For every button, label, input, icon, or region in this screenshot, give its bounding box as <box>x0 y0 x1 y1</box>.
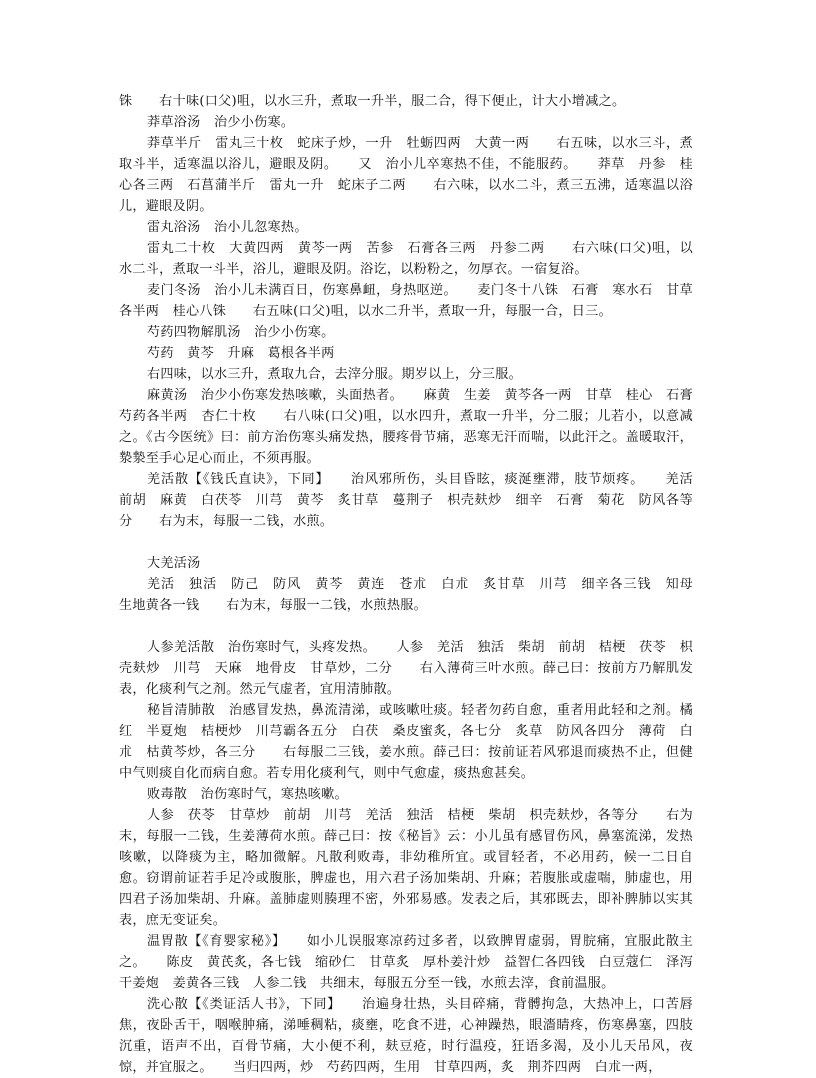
formula-mahuang: 麻黄汤 治少小伤寒发热咳嗽，头面热者。 麻黄 生姜 黄芩各一两 甘草 桂心 石膏 芍药各半两 杏仁十枚 右八味(口父)咀，以水四升，煮取一升半，分二服；儿若小，以意减之。《古今医统》曰：前方治伤寒头痛发热，腰疼骨节痛，恶寒无汗而喘，以此汗之。盖暖取汗，漐漐至手心足心而止，不须再服。 <box>119 388 707 466</box>
formula-heading-shaoyao: 芍药四物解肌汤 治少小伤寒。 <box>147 325 335 340</box>
formula-body-mangcao-bath: 莽草半斤 雷丸三十枚 蛇床子炒，一升 牡蛎四两 大黄一两 右五味，以水三斗，煮取斗半，适寒温以浴儿，避眼及阴。 又 治小儿卒寒热不佳，不能服药。 莽草 丹参 桂心各三两 石菖蒲半斤 雷丸一升 蛇床子二两 右六味，以水二斗，煮三五沸，适寒温以浴儿，避眼及阴。 <box>119 136 693 214</box>
formula-renshen-qianghuo: 人参羌活散 治伤寒时气，头疼发热。 人参 羌活 独活 柴胡 前胡 桔梗 茯苓 枳壳麸炒 川芎 天麻 地骨皮 甘草炒，二分 右入薄荷三叶水煎。薛己曰：按前方乃解肌发表，化痰利气之剂。然元气虚者，宜用清肺散。 <box>119 640 693 697</box>
formula-body-baidu: 人参 茯苓 甘草炒 前胡 川芎 羌活 独活 桔梗 柴胡 枳壳麸炒，各等分 右为末，每服一二钱，生姜薄荷水煎。薛己曰：按《秘旨》云：小儿虽有感冒伤风，鼻塞流涕，发热咳嗽，以降痰为主，略加微解。凡散利败毒，非幼稚所宜。或冒轻者，不必用药，候一二日自愈。窃谓前证若手足冷或腹胀，脾虚也，用六君子汤加柴胡、升麻；若腹胀或虚喘，肺虚也，用四君子汤加柴胡、升麻。盖肺虚则腠理不密，外邪易感。发表之后，其邪既去，即补脾肺以实其表，庶无变证矣。 <box>119 808 693 928</box>
paragraph-continuation: 铢 右十味(口父)咀，以水三升，煮取一升半，服二合，得下便止，计大小增减之。 <box>119 94 626 109</box>
document-body <box>119 91 707 1078</box>
formula-body-leiwan-bath: 雷丸二十枚 大黄四两 黄芩一两 苦参 石膏各三两 丹参二两 右六味(口父)咀，以水二斗，煮取一斗半，浴儿，避眼及阴。浴讫，以粉粉之，勿厚衣。一宿复浴。 <box>119 241 693 277</box>
formula-ingredients-shaoyao: 芍药 黄芩 升麻 葛根各半两 <box>147 346 335 361</box>
blank-line <box>119 616 693 637</box>
formula-mizhi-qingfei: 秘旨清肺散 治感冒发热，鼻流清涕，或咳嗽吐痰。轻者勿药自愈，重者用此轻和之剂。橘红 半夏炮 桔梗炒 川芎霸各五分 白茯 桑皮蜜炙，各七分 炙草 防风各四分 薄荷 白朮 枯黄芩炒，各三分 右每服二三钱，姜水煎。薛己曰：按前证若风邪退而痰热不止，但健中气则痰自化而病自愈。若专用化痰利气，则中气愈虚，痰热愈甚矣。 <box>119 703 693 781</box>
formula-maimendong: 麦门冬汤 治小儿未满百日，伤寒鼻衄，身热呕逆。 麦门冬十八铢 石膏 寒水石 甘草各半两 桂心八铢 右五味(口父)咀，以水二升半，煮取一升，每服一合，日三。 <box>119 283 693 319</box>
blank-line <box>119 532 693 553</box>
formula-body-da-qianghuo: 羌活 独活 防己 防风 黄芩 黄连 苍朮 白朮 炙甘草 川芎 细辛各三钱 知母 生地黄各一钱 右为末，每服一二钱，水煎热服。 <box>119 577 707 613</box>
formula-heading-baidu: 败毒散 治伤寒时气，寒热咳嗽。 <box>147 787 348 802</box>
formula-xixin: 洗心散【《类证活人书》，下同】 治遍身壮热，头目碎痛，背髆拘急，大热冲上，口苦唇焦，夜卧舌干，咽喉肿痛，涕唾稠粘，痰壅，吃食不进，心神躁热，眼濇睛疼，伤寒鼻塞，四肢沉重，语声不出，百骨节痛，大小便不利，麸豆疮，时行温疫，狂语多渴，及小儿天吊风，夜惊，并宜服之。 当归四两，炒 芍药四两，生用 甘草四两，炙 荆芥四两 白朮一两， <box>119 997 693 1075</box>
formula-directions-shaoyao: 右四味，以水三升，煮取九合，去滓分服。期岁以上，分三服。 <box>147 367 523 382</box>
formula-qianghuo-powder: 羌活散【《钱氏直诀》，下同】 治风邪所伤，头目昏眩，痰涎壅滞，肢节烦疼。 羌活 前胡 麻黄 白茯苓 川芎 黄芩 炙甘草 蔓荆子 枳壳麸炒 细辛 石膏 菊花 防风各等分 右为末，每服一二钱，水煎。 <box>119 472 707 529</box>
formula-heading-da-qianghuo: 大羌活汤 <box>147 556 201 571</box>
formula-heading-mangcao-bath: 莽草浴汤 治少小伤寒。 <box>147 115 295 130</box>
formula-heading-leiwan-bath: 雷丸浴汤 治小儿忽寒热。 <box>147 220 308 235</box>
formula-wenwei: 温胃散【《育婴家秘》】 如小儿误服寒凉药过多者，以致脾胃虚弱，胃脘痛，宜服此散主之。 陈皮 黄芪炙，各七钱 缩砂仁 甘草炙 厚朴姜汁炒 益智仁各四钱 白豆蔻仁 泽泻 干姜炮 姜黄各三钱 人参二钱 共细末，每服五分至一钱，水煎去滓，食前温服。 <box>119 934 707 991</box>
